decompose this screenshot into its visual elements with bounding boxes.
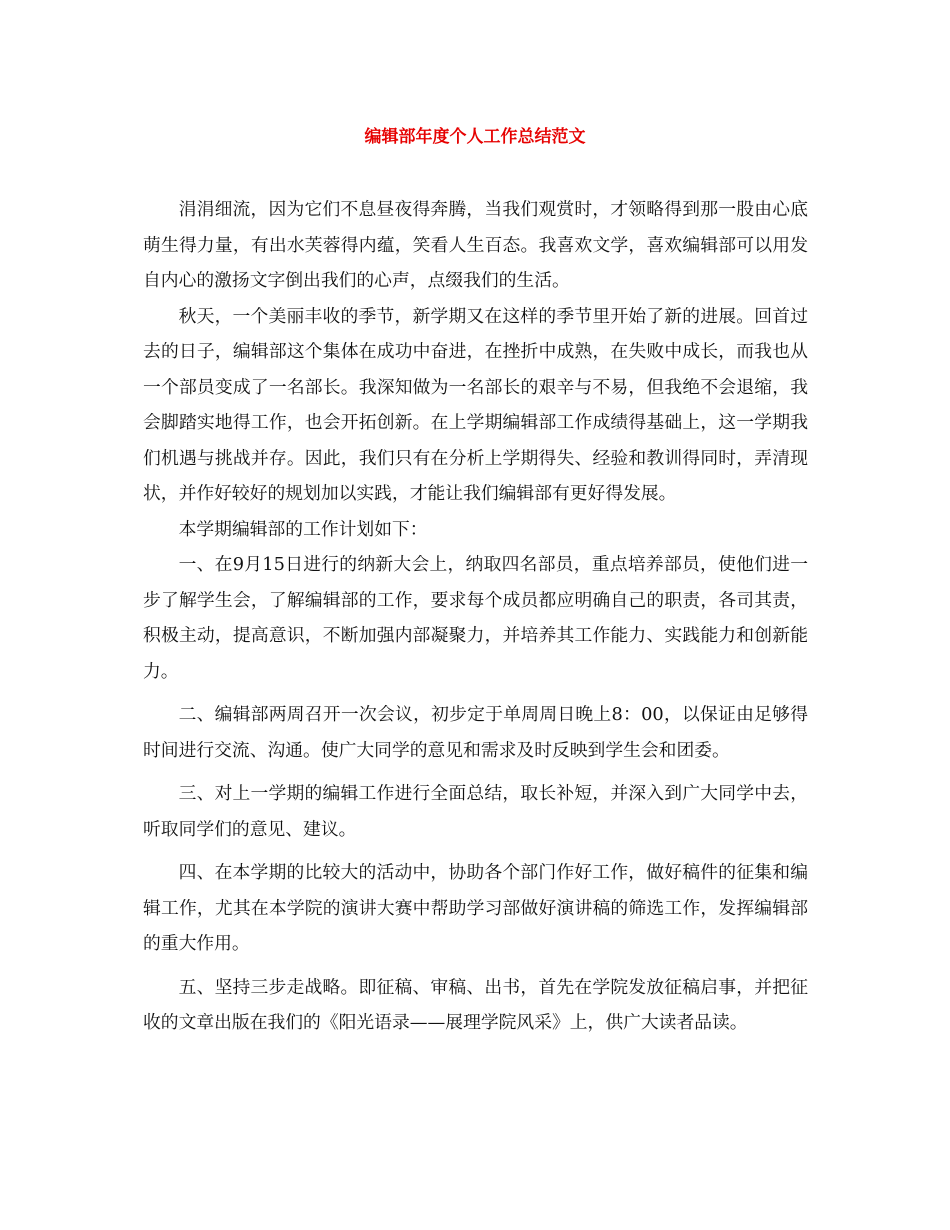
document-title: 编辑部年度个人工作总结范文: [364, 127, 586, 147]
paragraph-plan-item-3: 三、对上一学期的编辑工作进行全面总结，取长补短，并深入到广大同学中去，听取同学们的意见、建议。: [143, 783, 808, 840]
paragraph-intro: 涓涓细流，因为它们不息昼夜得奔腾，当我们观赏时，才领略得到那一股由心底萌生得力量，有出水芙蓉得内蕴，笑看人生百态。我喜欢文学，喜欢编辑部可以用发自内心的激扬文字倒出我们的心声，点缀我们的生活。: [143, 199, 808, 291]
paragraph-plan-item-5: 五、坚持三步走战略。即征稿、审稿、出书，首先在学院发放征稿启事，并把征收的文章出版在我们的《阳光语录——展理学院风采》上，供广大读者品读。: [143, 976, 808, 1033]
paragraph-plan-item-1: 一、在9月15日进行的纳新大会上，纳取四名部员，重点培养部员，使他们进一步了解学生会，了解编辑部的工作，要求每个成员都应明确自己的职责，各司其责，积极主动，提高意识，不断加强内部凝聚力，并培养其工作能力、实践能力和创新能力。: [143, 554, 808, 682]
paragraph-plan-item-4: 四、在本学期的比较大的活动中，协助各个部门作好工作，做好稿件的征集和编辑工作，尤其在本学院的演讲大赛中帮助学习部做好演讲稿的筛选工作，发挥编辑部的重大作用。: [143, 862, 808, 954]
paragraph-autumn: 秋天，一个美丽丰收的季节，新学期又在这样的季节里开始了新的进展。回首过去的日子，编辑部这个集体在成功中奋进，在挫折中成熟，在失败中成长，而我也从一个部员变成了一名部长。我深知做为一名部长的艰辛与不易，但我绝不会退缩，我会脚踏实地得工作，也会开拓创新。在上学期编辑部工作成绩得基础上，这一学期我们机遇与挑战并存。因此，我们只有在分析上学期得失、经验和教训得同时，弄清现状，并作好较好的规划加以实践，才能让我们编辑部有更好得发展。: [143, 305, 808, 504]
document-body: [143, 192, 808, 1041]
paragraph-plan-heading: 本学期编辑部的工作计划如下：: [178, 518, 428, 540]
paragraph-plan-item-2: 二、编辑部两周召开一次会议，初步定于单周周日晚上8：00，以保证由足够得时间进行交流、沟通。使广大同学的意见和需求及时反映到学生会和团委。: [143, 704, 808, 761]
